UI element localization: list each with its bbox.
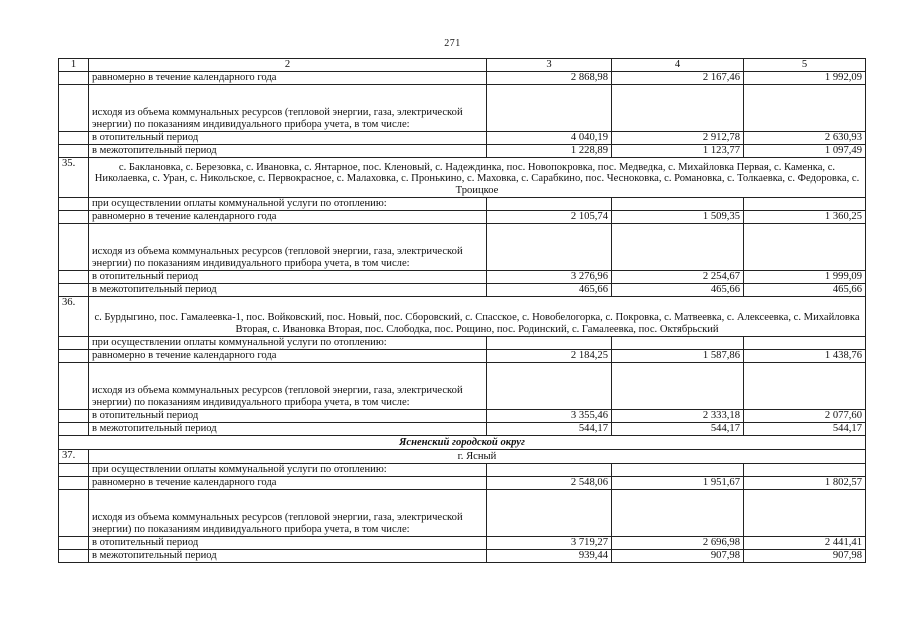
table-row	[59, 549, 866, 562]
value-cell: 2 184,25	[487, 349, 612, 362]
table-row	[59, 362, 866, 409]
tariff-table	[58, 58, 866, 563]
table-row	[59, 270, 866, 283]
column-header-row	[59, 59, 866, 72]
value-cell: 1 802,57	[744, 476, 866, 489]
value-cell: 2 868,98	[487, 71, 612, 84]
row-label: в отопительный период	[89, 131, 487, 144]
section-number: 36.	[59, 296, 89, 336]
table-row	[59, 223, 866, 270]
column-header: 2	[89, 59, 487, 72]
table-row	[59, 210, 866, 223]
page-number: 271	[444, 38, 461, 49]
table-row	[59, 197, 866, 210]
column-header: 3	[487, 59, 612, 72]
table-row	[59, 422, 866, 435]
row-label: равномерно в течение календарного года	[89, 349, 487, 362]
value-cell: 1 438,76	[744, 349, 866, 362]
section-locations: с. Баклановка, с. Березовка, с. Ивановка, с. Янтарное, пос. Кленовый, с. Надеждинка, пос. Новопокровка, пос. Медведка, с. Михайловка Первая, с. Каменка, с. Николаевка, с. Уран, с. Никольское, с. Первокрасное, с. Малаховка, с. Пронькино, с. Маховка, с. Сарабкино, пос. Чесноковка, с. Романовка, с. Толкаевка, с. Федоровка, с. Троицкое	[89, 157, 866, 197]
row-label: в межотопительный период	[89, 144, 487, 157]
value-cell: 907,98	[612, 549, 744, 562]
section-heading: при осуществлении оплаты коммунальной услуги по отоплению:	[89, 336, 487, 349]
value-cell: 1 587,86	[612, 349, 744, 362]
value-cell: 1 992,09	[744, 71, 866, 84]
value-cell: 1 097,49	[744, 144, 866, 157]
value-cell: 1 123,77	[612, 144, 744, 157]
section-number: 37.	[59, 449, 89, 463]
row-label: в межотопительный период	[89, 549, 487, 562]
row-label: в отопительный период	[89, 536, 487, 549]
row-label: в межотопительный период	[89, 422, 487, 435]
row-label: в отопительный период	[89, 409, 487, 422]
row-label: равномерно в течение календарного года	[89, 210, 487, 223]
section-location-row	[59, 296, 866, 336]
table-row	[59, 71, 866, 84]
section-heading: при осуществлении оплаты коммунальной услуги по отоплению:	[89, 463, 487, 476]
value-cell: 4 040,19	[487, 131, 612, 144]
value-cell: 1 360,25	[744, 210, 866, 223]
table-row	[59, 131, 866, 144]
value-cell: 465,66	[487, 283, 612, 296]
value-cell: 544,17	[487, 422, 612, 435]
table-row	[59, 144, 866, 157]
table-row	[59, 84, 866, 131]
section-location-row	[59, 157, 866, 197]
value-cell: 1 999,09	[744, 270, 866, 283]
section-locations: с. Бурдыгино, пос. Гамалеевка-1, пос. Войковский, пос. Новый, пос. Сборовский, с. Спасское, с. Новобелогорка, с. Покровка, с. Матвеевка, с. Алексеевка, с. Михайловка Вторая, с. Ивановка Вторая, пос. Слободка, пос. Рощино, пос. Родинский, с. Гамалеевка, пос. Октябрьский	[89, 296, 866, 336]
value-cell: 2 254,67	[612, 270, 744, 283]
value-cell: 1 951,67	[612, 476, 744, 489]
row-label: исходя из объема коммунальных ресурсов (тепловой энергии, газа, электрической энергии) по показаниям индивидуального прибора учета, в том числе:	[89, 489, 487, 536]
value-cell: 465,66	[612, 283, 744, 296]
value-cell: 907,98	[744, 549, 866, 562]
table-row	[59, 476, 866, 489]
value-cell: 939,44	[487, 549, 612, 562]
value-cell: 2 077,60	[744, 409, 866, 422]
table-row	[59, 409, 866, 422]
table-row	[59, 463, 866, 476]
value-cell: 2 333,18	[612, 409, 744, 422]
value-cell: 2 696,98	[612, 536, 744, 549]
section-location-row	[59, 449, 866, 463]
value-cell: 1 228,89	[487, 144, 612, 157]
section-locations: г. Ясный	[89, 449, 866, 463]
region-row	[59, 435, 866, 449]
value-cell: 2 548,06	[487, 476, 612, 489]
row-label: исходя из объема коммунальных ресурсов (тепловой энергии, газа, электрической энергии) по показаниям индивидуального прибора учета, в том числе:	[89, 84, 487, 131]
row-label: исходя из объема коммунальных ресурсов (тепловой энергии, газа, электрической энергии) по показаниям индивидуального прибора учета, в том числе:	[89, 362, 487, 409]
row-label: исходя из объема коммунальных ресурсов (тепловой энергии, газа, электрической энергии) по показаниям индивидуального прибора учета, в том числе:	[89, 223, 487, 270]
row-label: в межотопительный период	[89, 283, 487, 296]
row-label: в отопительный период	[89, 270, 487, 283]
table-row	[59, 489, 866, 536]
column-header: 5	[744, 59, 866, 72]
section-heading: при осуществлении оплаты коммунальной услуги по отоплению:	[89, 197, 487, 210]
region-title: Ясненский городской округ	[59, 435, 866, 449]
row-label: равномерно в течение календарного года	[89, 71, 487, 84]
value-cell: 2 441,41	[744, 536, 866, 549]
value-cell: 2 105,74	[487, 210, 612, 223]
value-cell: 3 276,96	[487, 270, 612, 283]
value-cell: 2 630,93	[744, 131, 866, 144]
table-row	[59, 283, 866, 296]
value-cell: 544,17	[612, 422, 744, 435]
value-cell: 2 167,46	[612, 71, 744, 84]
table-row	[59, 336, 866, 349]
section-number: 35.	[59, 157, 89, 197]
value-cell: 465,66	[744, 283, 866, 296]
value-cell: 3 719,27	[487, 536, 612, 549]
column-header: 4	[612, 59, 744, 72]
row-label: равномерно в течение календарного года	[89, 476, 487, 489]
value-cell: 2 912,78	[612, 131, 744, 144]
table-row	[59, 349, 866, 362]
value-cell: 544,17	[744, 422, 866, 435]
table-row	[59, 536, 866, 549]
value-cell: 3 355,46	[487, 409, 612, 422]
column-header: 1	[59, 59, 89, 72]
value-cell: 1 509,35	[612, 210, 744, 223]
